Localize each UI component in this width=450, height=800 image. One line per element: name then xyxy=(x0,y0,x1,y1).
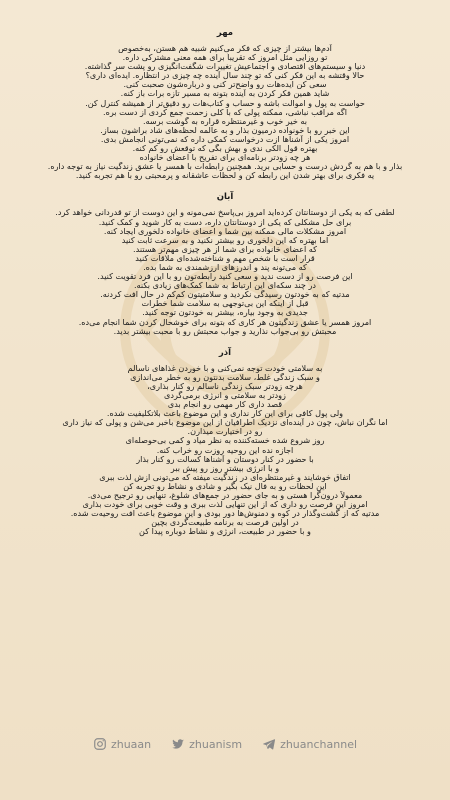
horoscope-line: قبل از اینکه این بی‌توجهی به سلامت شما خطرات xyxy=(141,299,309,309)
horoscope-line: ولی پول کافی برای این کار نداری و این موضوع باعث بلاتکلیفیت شده. xyxy=(106,409,344,419)
horoscope-line: به خیر خوب و غیرمنتظره قراره به گوشت برسه. xyxy=(142,116,307,126)
horoscope-line: مدتیه که از گشت‌وگذار در کوه و دمنوش‌ها دور بودی و این موضوع باعث افت روحیه‌ت شده. xyxy=(70,509,380,519)
horoscope-line: این فرصت رو از دست ندید و سعی کنید رابطه‌تون رو با این فرد تقویت کنید. xyxy=(97,272,353,282)
social-footer xyxy=(0,732,450,756)
month-title: مهر xyxy=(216,28,234,38)
horoscope-line: حواست به پول و اموالت باشه و حساب و کتاب‌هات رو دقیق‌تر از همیشه کنترل کن. xyxy=(85,98,365,108)
horoscope-line: و با انرژی بیشتر روز رو پیش ببر xyxy=(170,463,280,473)
horoscope-line: رو در اختیارت میذارن. xyxy=(187,427,263,437)
horoscope-line: امروز مشکلات مالی ممکنه بین شما و اعضای خانواده دلخوری ایجاد کنه. xyxy=(103,226,347,236)
horoscope-line: جدیدی به وجود بیاره، بیشتر به خودتون توجه کنید. xyxy=(142,308,308,318)
month-title: آذر xyxy=(218,347,232,358)
horoscope-line: در اولین فرصت به برنامه طبیعت‌گردی بچین xyxy=(151,518,299,528)
month-section xyxy=(12,28,438,180)
horoscope-line: و با حضور در طبیعت، انرژی و نشاط دوباره پیدا کن xyxy=(139,527,311,537)
horoscope-line: لطفی که به یکی از دوستانتان کرده‌اید امروز بی‌پاسخ نمی‌مونه و این دوست از تو قدردانی خواهد کرد. xyxy=(55,208,395,218)
horoscope-line: دنیا و سیستم‌های اقتصادی و اجتماعیش تغییرات شگفت‌انگیزی رو پشت سر گذاشته. xyxy=(84,62,366,72)
horoscope-line: شاید همین فکر کردن به آینده بتونه به مسیر تازه برات باز کنه. xyxy=(120,89,330,99)
horoscope-line: هرچه زودتر سبک زندگی ناسالم رو کنار بذاری، xyxy=(147,381,303,391)
horoscope-line: اگه مراقب نباشی، ممکنه پولی که با کلی زحمت جمع کردی از دست بره. xyxy=(103,107,347,117)
horoscope-line: که می‌تونه پند و اندرزهای ارزشمندی به شما بده. xyxy=(143,262,307,272)
horoscope-line: با حضور در کنار دوستان و آشناها کسالت رو کنار بذار xyxy=(136,454,314,464)
horoscope-line: که اعضای خانواده برای شما از هر چیزی مهم‌تر هستند. xyxy=(133,244,317,254)
horoscope-line: اجازه نده این روحیه روزت رو خراب کنه. xyxy=(156,445,294,455)
horoscope-line: اتفاق خوشایند و غیرمنتظره‌ای در زندگیت میفته که می‌تونی ازش لذت ببری xyxy=(99,472,351,482)
horoscope-line: این لحظات رو به فال نیک بگیر و شادی و نشاط رو تجربه کن xyxy=(123,481,327,491)
month-title: آبان xyxy=(216,192,234,203)
telegram-icon xyxy=(262,737,276,751)
horoscope-line: به سلامتی خودت توجه نمی‌کنی و با خوردن غذاهای ناسالم xyxy=(127,363,323,373)
horoscope-line: زودتر به سلامتی و انرژی برمی‌گردی xyxy=(164,391,286,400)
horoscope-line: امروز این فرصت رو داری که از این تنهایی لذت ببری و وقت خوبی برای خودت بذاری xyxy=(82,500,368,510)
horoscope-line: معمولاً درون‌گرا هستی و به جای حضور در جمع‌های شلوغ، تنهایی رو ترجیح می‌دی. xyxy=(87,491,363,501)
horoscope-line: اما بهتره که این دلخوری رو بیشتر نکنید و به سرعت ثابت کنید xyxy=(121,235,329,245)
horoscope-line: تو روزایی مثل امروز که تقریباً برای همه معنی مشترکی داره. xyxy=(122,53,328,63)
horoscope-line: قصد داری کار مهمی رو انجام بدی xyxy=(167,400,283,410)
horoscope-line: بذار و با هم به گردش درست و حسابی برید. همچنین رابطه‌ات با همسر یا عشق زندگیت نیاز به توجه داره. xyxy=(47,162,403,172)
horoscope-line: آدم‌ها بیشتر از چیزی که فکر می‌کنیم شبیه هم هستن، به‌خصوص xyxy=(118,44,332,53)
horoscope-line: قرار است با شخص مهم و شناخته‌شده‌ای ملاقات کنید xyxy=(135,253,315,263)
horoscope-line: بهتره قول الکی ندی و بهش بگی که توقعش رو کم کنه. xyxy=(132,144,318,154)
horoscope-line: محبتش رو بی‌جواب نذارید و جواب محبتش رو با محبت بیشتر بدید. xyxy=(113,326,337,336)
horoscope-line: امروز همسر یا عشق زندگیتون هر کاری که بتونه برای خوشحال کردن شما انجام می‌ده. xyxy=(78,317,372,327)
horoscope-line: این خبر رو با خونواده درمیون بذار و به عالمه لحظه‌های شاد براشون بساز. xyxy=(100,125,350,135)
telegram-handle: zhuanchannel xyxy=(280,737,358,751)
month-section xyxy=(12,348,438,537)
horoscope-line: در چند سکه‌ای این ارتباط به شما کمک‌های زیادی بکنه. xyxy=(133,281,316,291)
horoscope-line: برای حل مشکلی که یکی از دوستانتان داره، دست به کار شوید و کمک کنید. xyxy=(98,217,352,227)
horoscope-line: امروز یکی از آشناها ازت درخواست کمکی داره که نمی‌تونی انجامش بدی. xyxy=(100,134,350,144)
horoscope-line: روز شروع شده خسته‌کننده به نظر میاد و کمی بی‌حوصله‌ای xyxy=(125,436,325,446)
twitter-link[interactable] xyxy=(171,737,242,751)
twitter-icon xyxy=(171,737,185,751)
horoscope-line: اما نگران نباش، چون در آینده‌ای نزدیک اطرافیان از این موضوع باخبر می‌شن و پولی که نیاز داری xyxy=(62,418,388,428)
month-section xyxy=(12,192,438,335)
horoscope-line: یه فکری برای بهتر شدن این رابطه کن و لحظات عاشقانه و پرمحبتی رو با هم تجربه کنید. xyxy=(75,171,375,181)
horoscope-line: سعی کن ایده‌هات رو واضح‌تر کنی و درباره‌شون صحبت کنی. xyxy=(123,80,327,90)
instagram-icon xyxy=(93,737,107,751)
horoscope-line: هر چه زودتر برنامه‌ای برای تفریح با اعضای خانواده xyxy=(139,153,311,163)
horoscope-line: حالا وقتشه به این فکر کنی که تو چند سال آینده چه چیزی در انتظاره. ایده‌ای داری؟ xyxy=(85,71,365,81)
telegram-link[interactable] xyxy=(262,737,357,751)
horoscope-line: و سبک زندگی غلط، سلامت بدنتون رو به خطر می‌اندازی xyxy=(130,372,320,382)
instagram-link[interactable] xyxy=(93,737,151,751)
horoscope-line: مدتیه که به خودتون رسیدگی نکردید و سلامتیتون کم‌کم در حال افت کردنه. xyxy=(100,290,350,300)
horoscope-content xyxy=(12,28,438,549)
instagram-handle: zhuaan xyxy=(110,737,152,751)
twitter-handle: zhuanism xyxy=(189,737,243,751)
